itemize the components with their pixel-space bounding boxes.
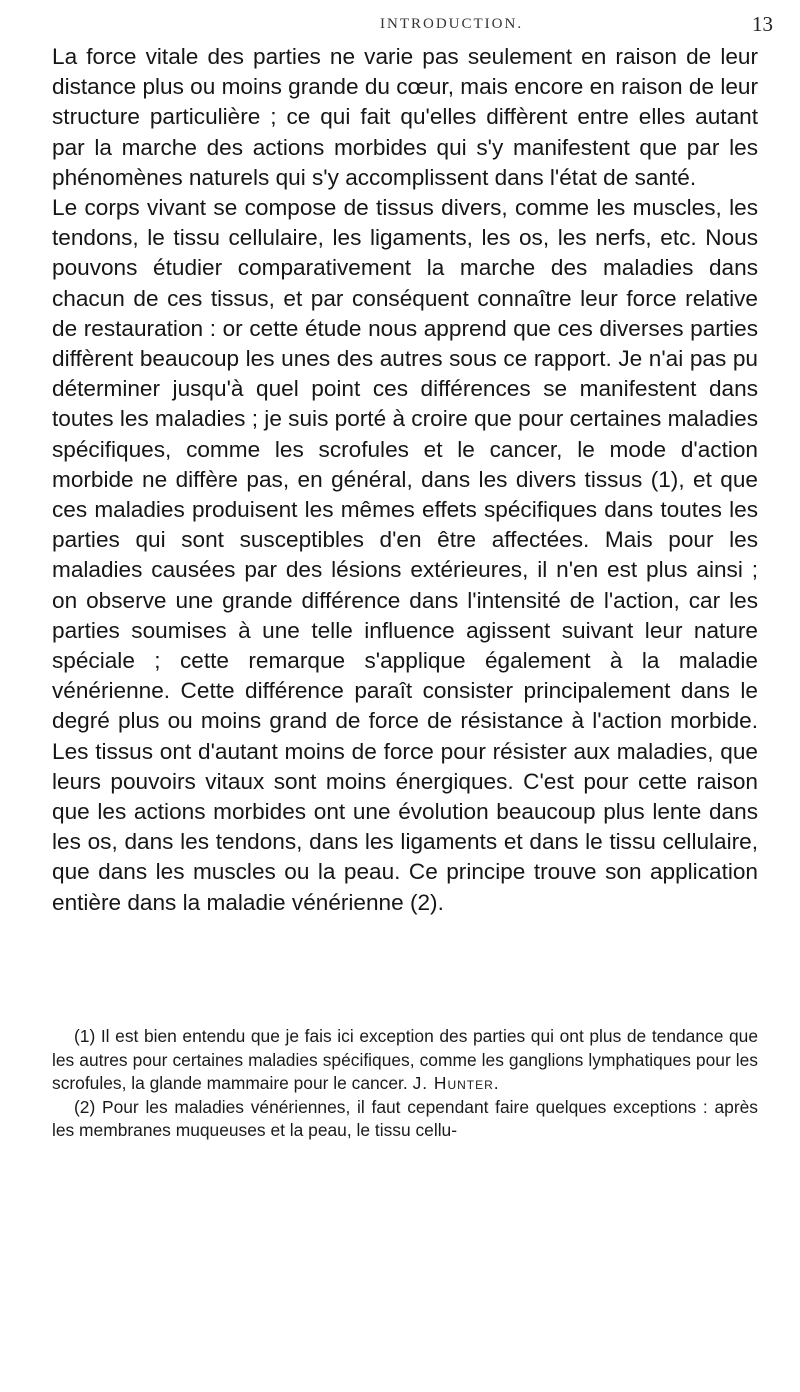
footnote-1-author: J. Hunter. <box>412 1073 500 1094</box>
page-number: 13 <box>752 12 773 36</box>
footnote-1 <box>52 1025 758 1096</box>
footnote-1-text: (1) Il est bien entendu que je fais ici exception des parties qui ont plus de tendance que les autres pour certaines maladies spécifiques, comme les ganglions lymphatiques pour les scrofules, la glande mammaire pour le cancer. <box>52 1026 758 1094</box>
footnotes <box>52 1025 758 1143</box>
footnote-2: (2) Pour les maladies vénériennes, il faut cependant faire quelques exceptions : après les membranes muqueuses et la peau, le tissu cellu- <box>52 1096 758 1141</box>
main-text <box>52 42 758 918</box>
paragraph-2: Le corps vivant se compose de tissus divers, comme les muscles, les tendons, le tissu cellulaire, les ligaments, les os, les nerfs, etc. Nous pouvons étudier comparativement la marche des maladies dans chacun de ces tissus, et par conséquent connaître leur force relative de restauration : or cette étude nous apprend que ces diverses parties diffèrent beaucoup les unes des autres sous ce rapport. Je n'ai pas pu déterminer jusqu'à quel point ces différences se manifestent dans toutes les maladies ; je suis porté à croire que pour certaines maladies spécifiques, comme les scrofules et le cancer, le mode d'action morbide ne diffère pas, en général, dans les divers tissus (1), et que ces maladies produisent les mêmes effets spécifiques dans toutes les parties qui sont susceptibles d'en être affectées. Mais pour les maladies causées par des lésions extérieures, il n'en est plus ainsi ; on observe une grande différence dans l'intensité de l'action, car les parties soumises à une telle influence agissent suivant leur nature spéciale ; cette remarque s'applique également à la maladie vénérienne. Cette différence paraît consister principalement dans le degré plus ou moins grand de force de résistance à l'action morbide. Les tissus ont d'autant moins de force pour résister aux maladies, que leurs pouvoirs vitaux sont moins énergiques. C'est pour cette raison que les actions morbides ont une évolution beaucoup plus lente dans les os, dans les tendons, dans les ligaments et dans le tissu cellulaire, que dans les muscles ou la peau. Ce principe trouve son application entière dans la maladie vénérienne (2). <box>52 195 758 915</box>
running-head <box>0 10 800 38</box>
running-title: INTRODUCTION. <box>380 16 524 32</box>
paragraph-1: La force vitale des parties ne varie pas seulement en raison de leur distance plus ou moins grande du cœur, mais encore en raison de leur structure particulière ; ce qui fait qu'elles diffèrent entre elles autant par la marche des actions morbides qui s'y manifestent que par les phénomènes naturels qui s'y accomplissent dans l'état de santé. <box>52 44 758 190</box>
